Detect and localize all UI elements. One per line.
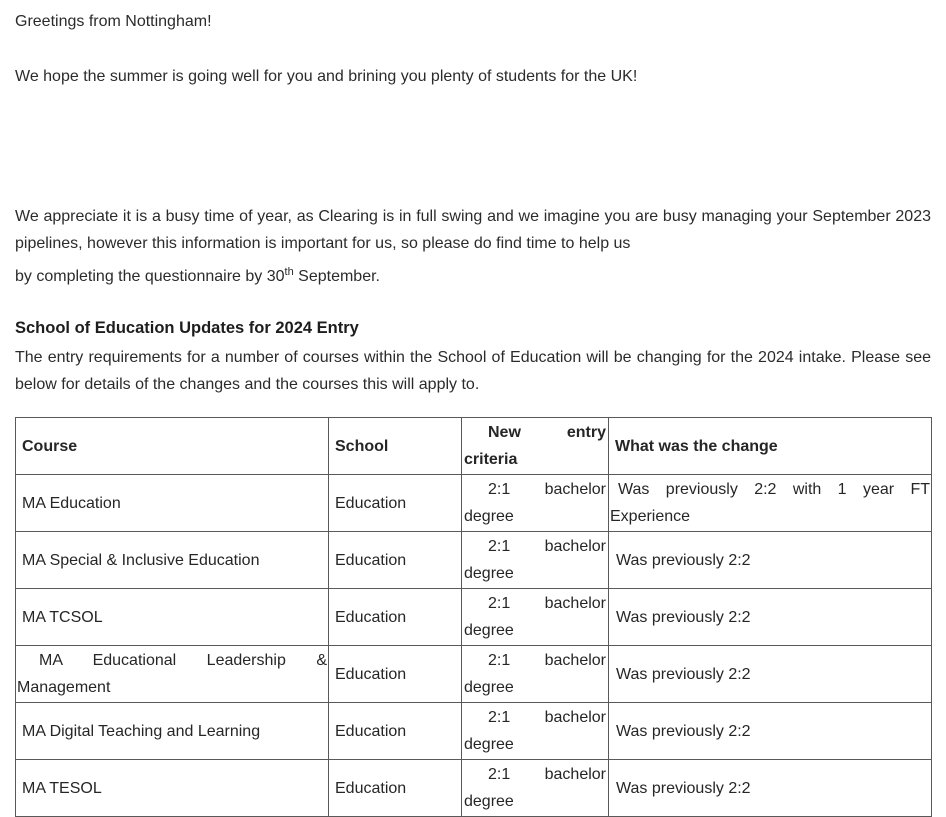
- cell-course: MA Special & Inclusive Education: [16, 532, 329, 589]
- table-row: [16, 760, 932, 817]
- clearing-paragraph: We appreciate it is a busy time of year, as Clearing is in full swing and we imagine you are busy managing your September 2023 pipelines, however this information is important for us, so please do find time to help us: [15, 208, 931, 252]
- deadline-text-before: by completing the questionnaire by 30: [15, 268, 285, 285]
- cell-new-entry-criteria: 2:1 bachelor degree: [462, 589, 609, 646]
- table-row: [16, 589, 932, 646]
- deadline-line: [15, 263, 931, 290]
- cell-school: Education: [329, 532, 462, 589]
- cell-school: Education: [329, 475, 462, 532]
- cell-new-entry-criteria: 2:1 bachelor degree: [462, 703, 609, 760]
- cell-course: MA TCSOL: [16, 589, 329, 646]
- table-row: [16, 532, 932, 589]
- greeting-text: Greetings from Nottingham!: [15, 13, 212, 30]
- table-row: [16, 475, 932, 532]
- cell-change: Was previously 2:2 with 1 year FT Experience: [609, 475, 932, 532]
- header-new-entry-criteria: New entry criteria: [462, 418, 609, 475]
- cell-school: Education: [329, 646, 462, 703]
- cell-new-entry-criteria: 2:1 bachelor degree: [462, 646, 609, 703]
- header-what-was-the-change: What was the change: [609, 418, 932, 475]
- cell-course: MA TESOL: [16, 760, 329, 817]
- section-heading: School of Education Updates for 2024 Entry: [15, 319, 359, 337]
- cell-school: Education: [329, 760, 462, 817]
- cell-school: Education: [329, 589, 462, 646]
- cell-change: Was previously 2:2: [609, 703, 932, 760]
- table-row: [16, 646, 932, 703]
- header-school: School: [329, 418, 462, 475]
- table-header-row: [16, 418, 932, 475]
- cell-change: Was previously 2:2: [609, 532, 932, 589]
- header-course: Course: [16, 418, 329, 475]
- ordinal-superscript: th: [284, 266, 294, 278]
- cell-course: MA Digital Teaching and Learning: [16, 703, 329, 760]
- cell-change: Was previously 2:2: [609, 760, 932, 817]
- section-intro-text: The entry requirements for a number of courses within the School of Education will be changing for the 2024 intake. Please see below for details of the changes and the courses this will apply to.: [15, 349, 931, 393]
- intro-text: We hope the summer is going well for you and brining you plenty of students for the UK!: [15, 68, 638, 85]
- cell-new-entry-criteria: 2:1 bachelor degree: [462, 760, 609, 817]
- cell-new-entry-criteria: 2:1 bachelor degree: [462, 532, 609, 589]
- courses-table: [15, 417, 932, 817]
- deadline-text-after: September.: [293, 268, 380, 285]
- cell-course: MA Education: [16, 475, 329, 532]
- cell-change: Was previously 2:2: [609, 589, 932, 646]
- cell-school: Education: [329, 703, 462, 760]
- cell-new-entry-criteria: 2:1 bachelor degree: [462, 475, 609, 532]
- cell-change: Was previously 2:2: [609, 646, 932, 703]
- cell-course: MA Educational Leadership & Management: [16, 646, 329, 703]
- table-row: [16, 703, 932, 760]
